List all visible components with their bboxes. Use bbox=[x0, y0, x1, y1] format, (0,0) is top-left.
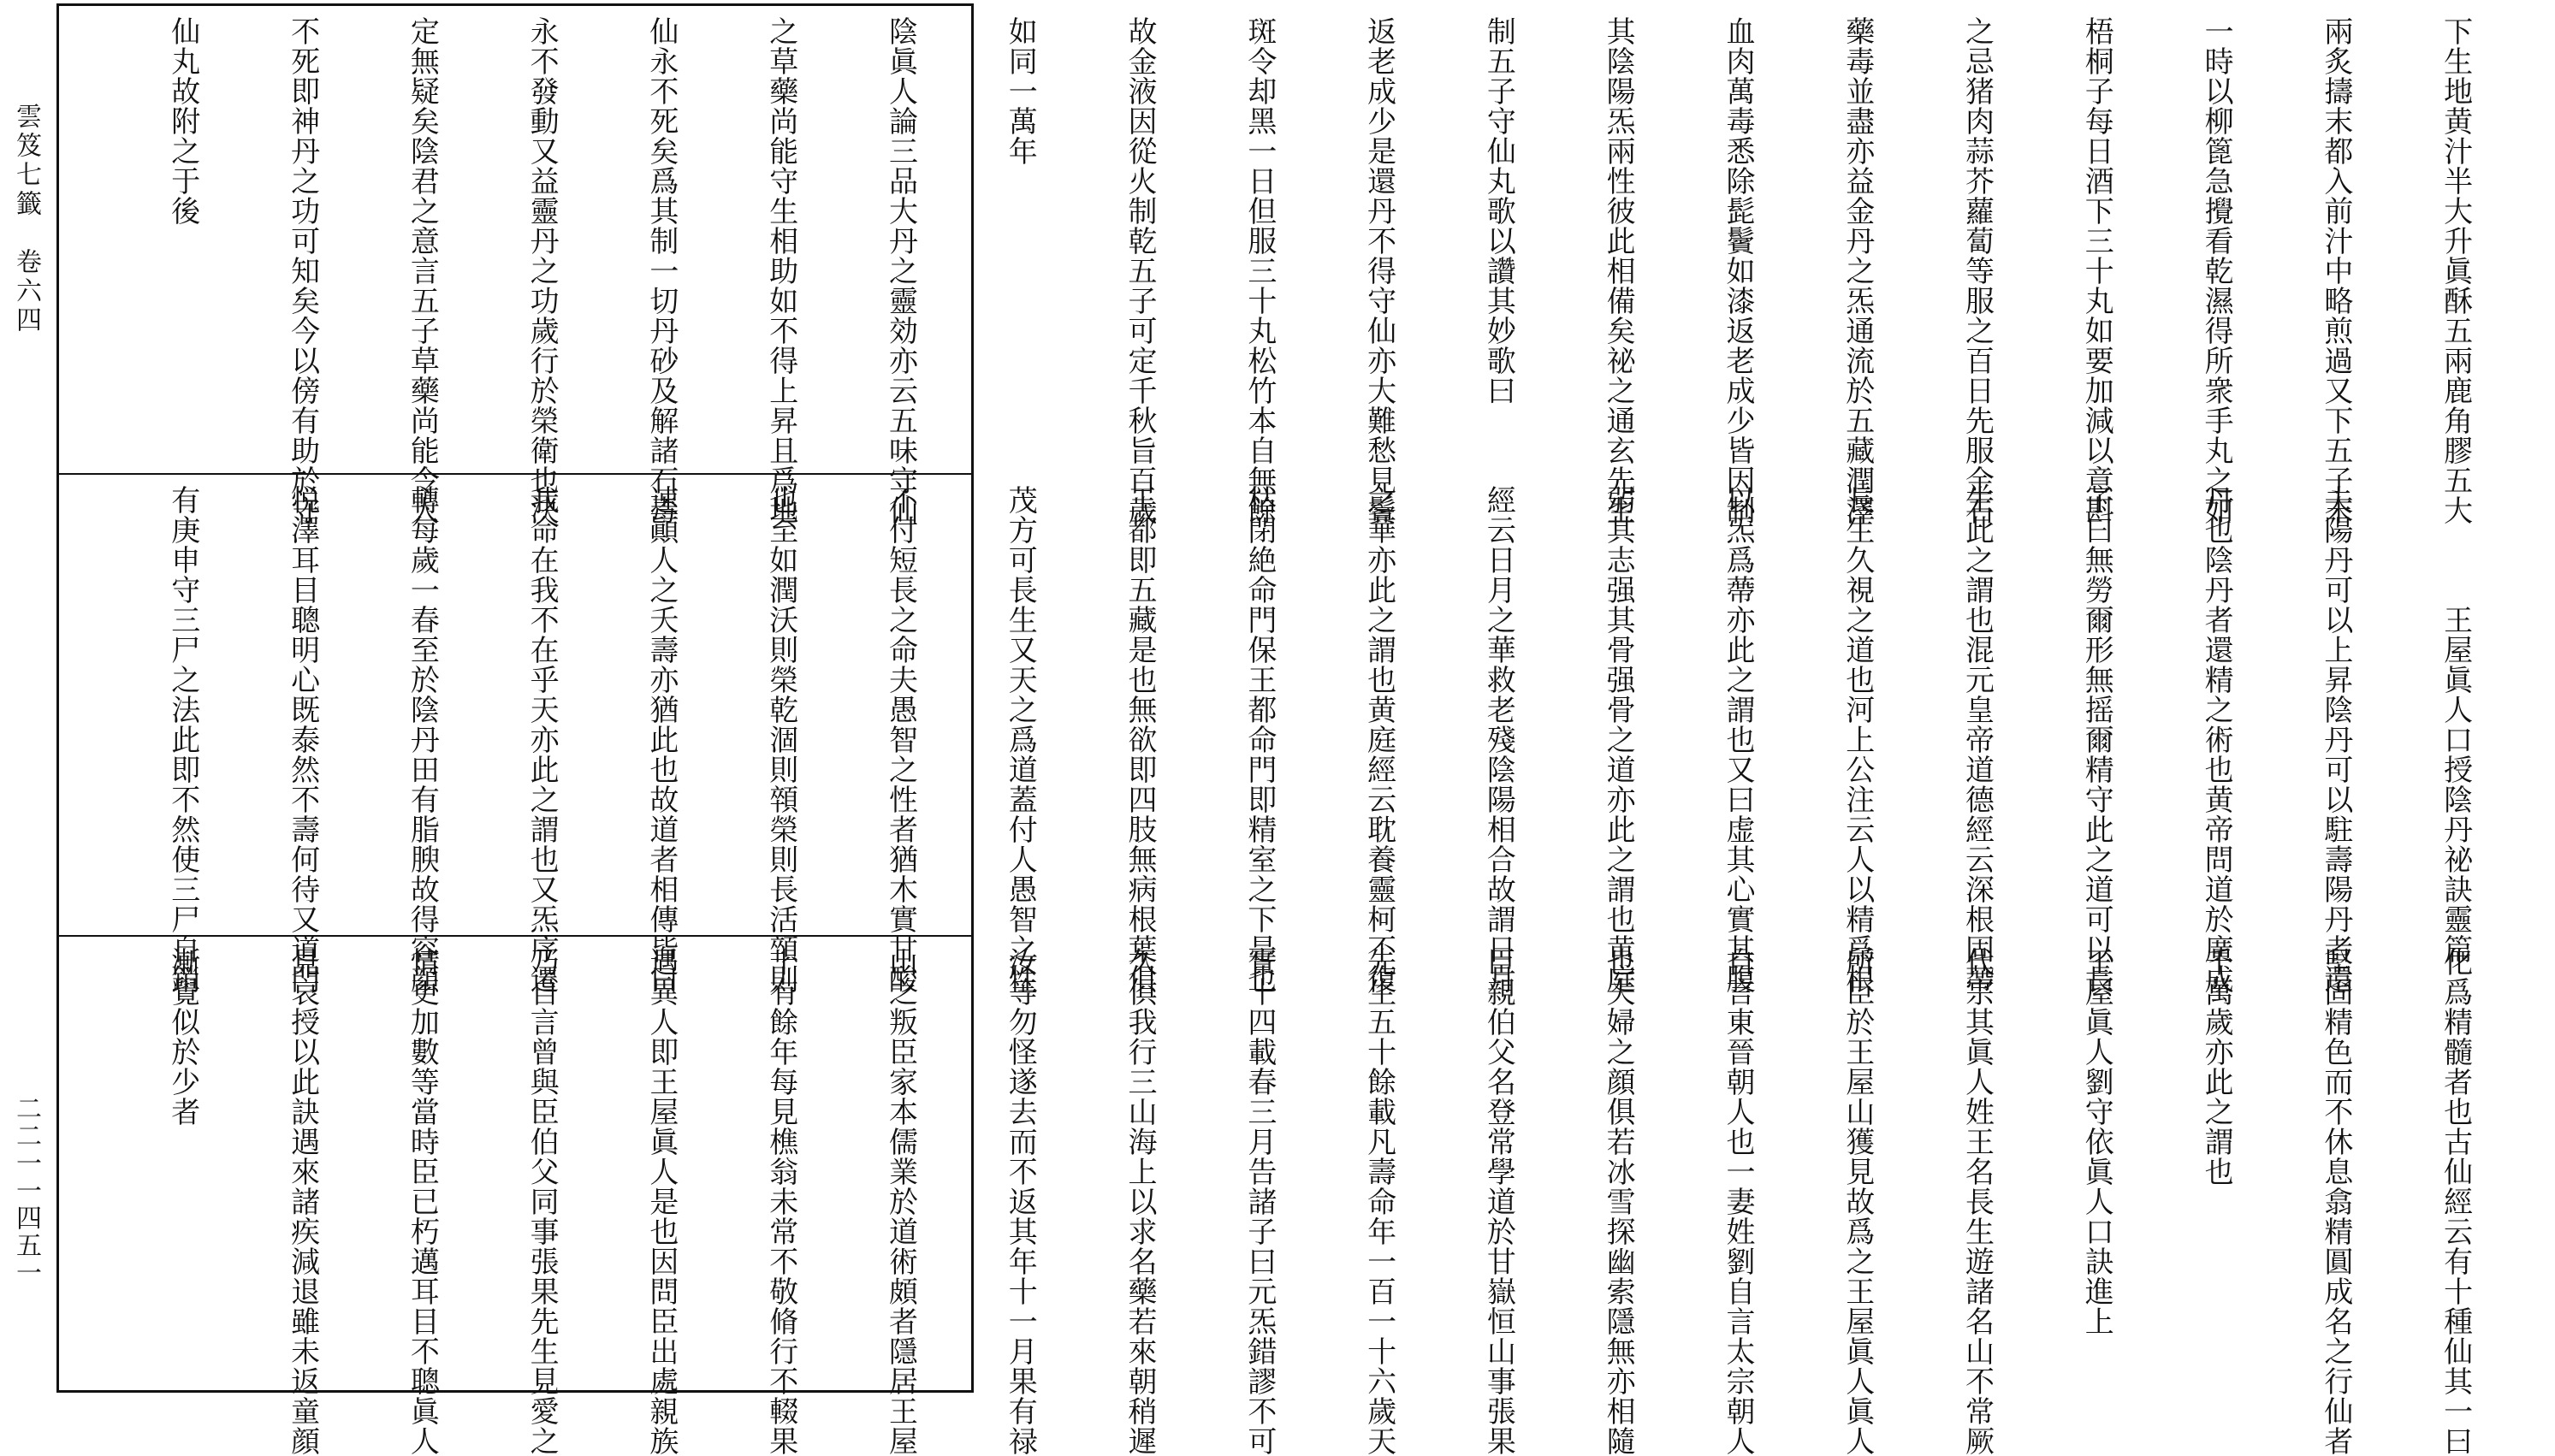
text-line: 見哀授以此訣遇來諸疾減退雖未返童顔 bbox=[285, 947, 320, 1456]
text-panel-middle bbox=[59, 473, 2473, 994]
text-line: 子曰無勞爾形無摇爾精守此之道可以長 bbox=[2079, 485, 2114, 994]
text-line: 其陰陽炁兩性彼此相備矣祕之通玄先生 bbox=[1601, 16, 1636, 525]
text-line: 自言東晉朝人也一妻姓劉自言太宗朝人 bbox=[1720, 947, 1755, 1456]
text-line: 藥毒並盡亦益金丹之炁通流於五藏潤澤 bbox=[1840, 16, 1875, 525]
text-line: 弱其志强其骨强骨之道亦此之謂也黄庭 bbox=[1601, 485, 1636, 994]
text-line: 我命在我不在乎天亦此之謂也又炁序遷 bbox=[525, 485, 560, 994]
text-line: 汝等勿怪遂去而不返其年十一月果有禄 bbox=[1003, 947, 1038, 1456]
text-line: 乃自言曾與臣伯父同事張果先生見愛之 bbox=[525, 947, 560, 1456]
text-line: 梧桐子每日酒下三十丸如要加減以意斟 bbox=[2079, 16, 2114, 525]
text-line: 故金液因從火制乾五子可定千秋旨百歲 bbox=[1123, 16, 1158, 525]
text-line: 堅固精色而不休息翕精圓成名之行仙者 bbox=[2318, 947, 2353, 1456]
text-columns bbox=[83, 16, 2555, 525]
text-columns bbox=[83, 947, 2555, 1456]
text-line: 長生久視之道也河上公注云人以精爲根 bbox=[1840, 485, 1875, 994]
text-line: 之忌猪肉蒜芥蘿蔔等服之百日先服金石 bbox=[1959, 16, 1995, 525]
text-panel-bottom bbox=[59, 935, 2473, 1456]
text-line: 下生地黄汁半大升眞酥五兩鹿角膠五大 bbox=[2438, 16, 2473, 525]
text-line: 王屋眞人劉守依眞人口訣進上 bbox=[2079, 947, 2114, 1336]
text-line: 不死即神丹之功可知矣今以傍有助於守 bbox=[285, 16, 320, 525]
text-line: 千萬歲亦此之謂也 bbox=[2199, 947, 2234, 1187]
margin-page-number: 二二一一四五一 bbox=[11, 1095, 41, 1287]
text-line: 臣親伯父名登常學道於甘嶽恒山事張果 bbox=[1481, 947, 1516, 1456]
text-line: 十有餘年每見樵翁未常不敬脩行不輟果 bbox=[763, 947, 798, 1456]
text-line: 化爲精髓者也古仙經云有十種仙其一曰 bbox=[2438, 947, 2473, 1456]
text-columns bbox=[83, 485, 2555, 994]
text-line: 血肉萬毒悉除髭鬢如漆返老成少皆因制 bbox=[1720, 16, 1755, 525]
text-line: 以炁爲蔕亦此之謂也又曰虚其心實其腹 bbox=[1720, 485, 1755, 994]
text-line: 如同一萬年 bbox=[1003, 16, 1038, 166]
text-line: 枯閉絶命門保王都命門即精室之下是也 bbox=[1242, 485, 1277, 994]
text-line: 之草藥尚能守生相助如不得上昇且爲地 bbox=[763, 16, 798, 525]
text-line: 久俱我行三山海上以求名藥若來朝稍遲 bbox=[1123, 947, 1158, 1456]
text-line: 兩炙擣末都入前汁中略煎過又下五子末 bbox=[2318, 16, 2353, 525]
text-line: 制五子守仙丸歌以讚其妙歌曰 bbox=[1481, 16, 1516, 405]
text-line: 王都即五藏是也無欲即四肢無病根葉俱 bbox=[1123, 485, 1158, 994]
page-frame bbox=[56, 3, 2473, 1456]
text-line: 之華亦此之謂也黄庭經云耽養靈柯不復 bbox=[1361, 485, 1396, 994]
text-line: 仙丸故附之于後 bbox=[165, 16, 200, 226]
text-line: 速顚人之夭壽亦猶此也故道者相傳皆曰 bbox=[643, 485, 679, 994]
text-line: 實十四載春三月告諸子曰元炁錯謬不可 bbox=[1242, 947, 1277, 1456]
text-line: 漸覺似於少者 bbox=[165, 947, 200, 1127]
text-line: 仙永不死矣爲其制一切丹砂及解諸石毒 bbox=[643, 16, 679, 525]
text-line: 所臣於王屋山獲見故爲之王屋眞人眞人 bbox=[1840, 947, 1875, 1456]
text-line: 陰眞人論三品大丹之靈効亦云五味守仙 bbox=[883, 16, 918, 525]
text-line: 不付短長之命夫愚智之性者猶木實甘酸 bbox=[883, 485, 918, 994]
text-line: 代宗其眞人姓王名長生遊諸名山不常厥 bbox=[1959, 947, 1995, 1456]
text-line: 丹也陰丹者還精之術也黄帝問道於廣成 bbox=[2199, 485, 2234, 994]
text-line: 經云日月之華救老殘陰陽相合故謂日月 bbox=[1481, 485, 1516, 994]
text-line: 也至如潤沃則榮乾涸則顇榮則長活顇則 bbox=[763, 485, 798, 994]
text-panel-top bbox=[59, 6, 2473, 525]
text-line: 定無疑矣陰君之意言五子草藥尚能令人 bbox=[405, 16, 440, 525]
text-line: 情更加數等當時臣已朽邁耳目不聰眞人 bbox=[405, 947, 440, 1456]
margin-book-title: 雲笈七籤 卷六四 bbox=[11, 103, 41, 335]
text-line: 轉每歲一春至於陰丹田有脂腴故得容顔 bbox=[405, 485, 440, 994]
text-line: 夫陽丹可以上昇陰丹可以駐壽陽丹者還 bbox=[2318, 485, 2353, 994]
text-line: 先生五十餘載凡壽命年一百一十六歲天 bbox=[1361, 947, 1396, 1456]
text-line: 有庚申守三尸之法此即不然使三尸自銷 bbox=[165, 485, 200, 994]
text-line: 悦澤耳目聰明心既泰然不壽何待又道門 bbox=[285, 485, 320, 994]
text-line: 山之叛臣家本儒業於道術頗者隱居王屋 bbox=[883, 947, 918, 1456]
text-line: 遇異人即王屋眞人是也因問臣出處親族 bbox=[643, 947, 679, 1456]
text-line: 斑令却黑一日但服三十丸松竹本自無餘 bbox=[1242, 16, 1277, 525]
text-line: 也夫婦之顔俱若冰雪探幽索隱無亦相隨 bbox=[1601, 947, 1636, 1456]
text-line: 生此之謂也混元皇帝道德經云深根固蔕 bbox=[1959, 485, 1995, 994]
text-line: 永不發動又益靈丹之功歲行於榮衛也決 bbox=[525, 16, 560, 525]
text-line: 返老成少是還丹不得守仙亦大難愁見鬢 bbox=[1361, 16, 1396, 525]
text-line: 一時以柳篦急攪看乾濕得所衆手丸之如 bbox=[2199, 16, 2234, 525]
text-line: 茂方可長生又天之爲道蓋付人愚智之性 bbox=[1003, 485, 1038, 994]
section-title: 王屋眞人口授陰丹祕訣靈篇 bbox=[2438, 605, 2473, 964]
